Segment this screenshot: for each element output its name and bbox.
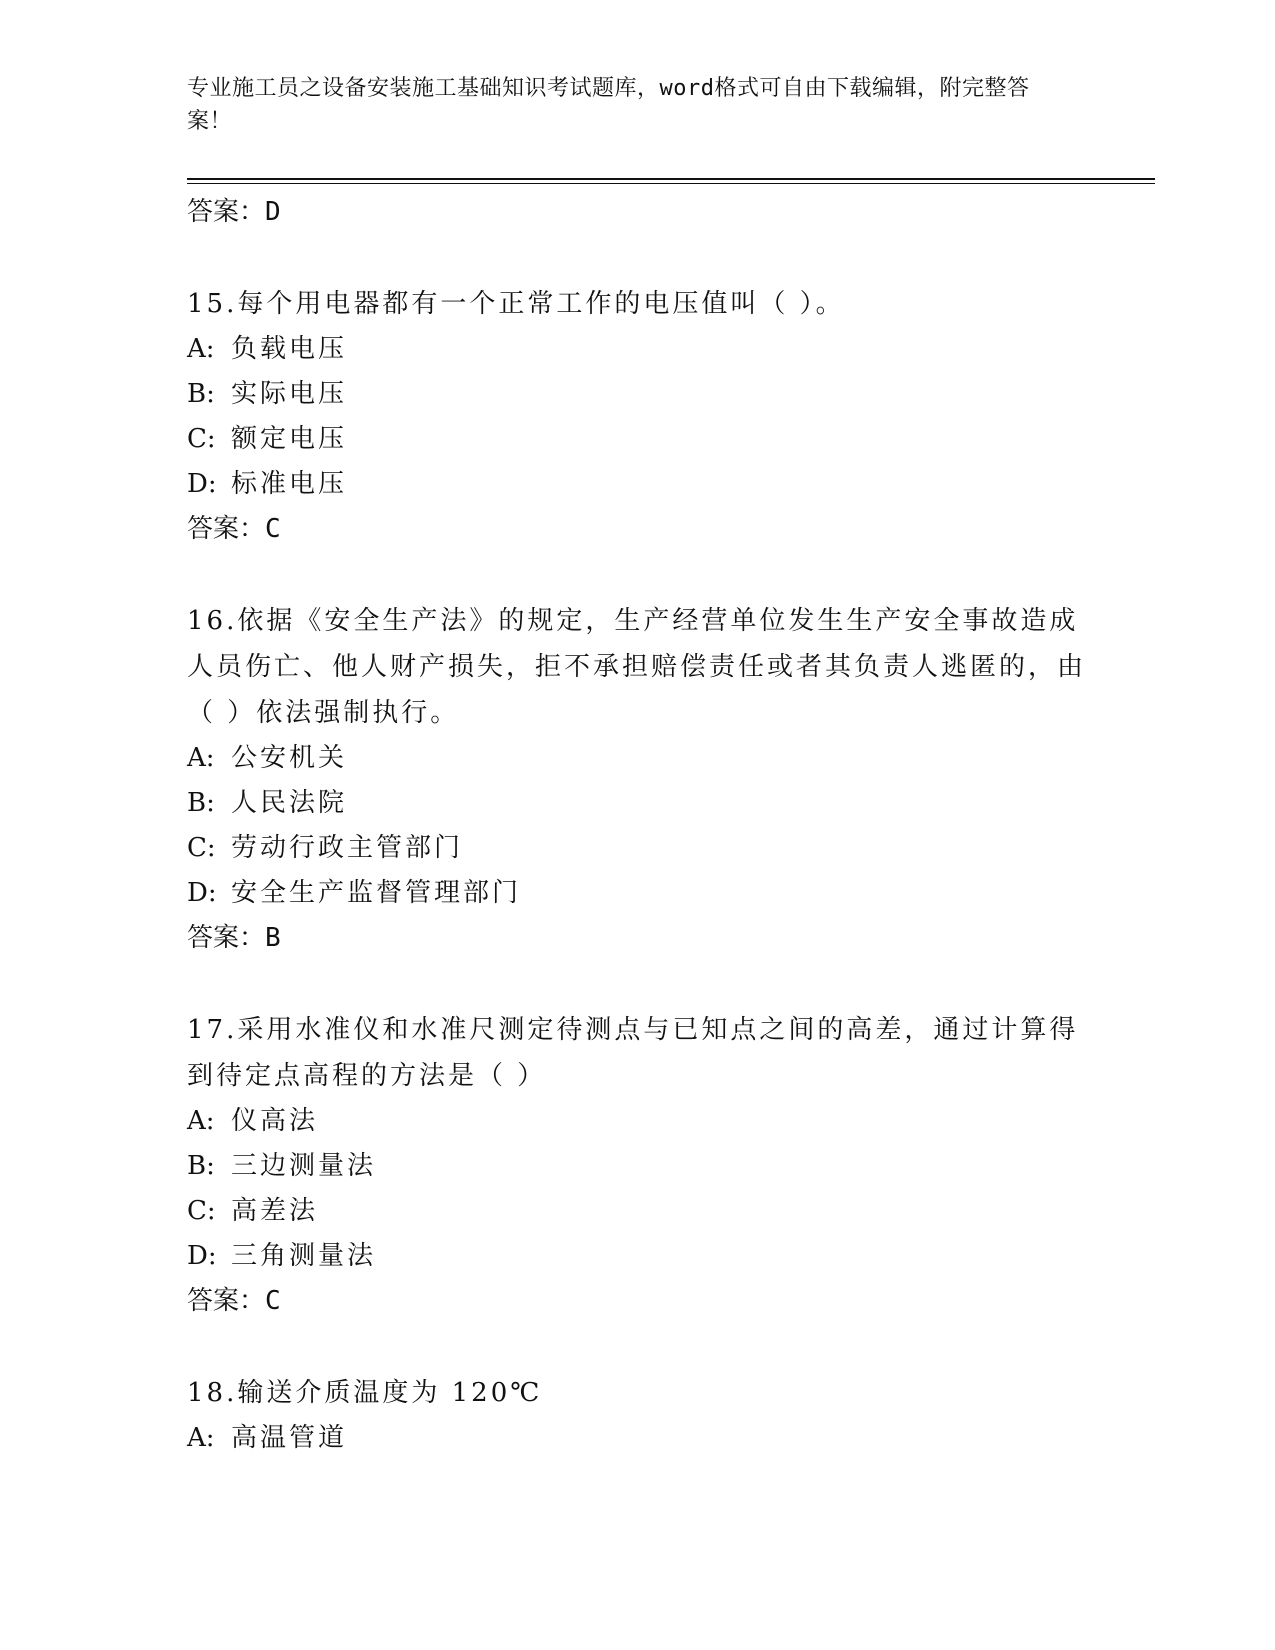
answer-label: 答案： bbox=[187, 197, 266, 227]
question-text: 16.依据《安全生产法》的规定，生产经营单位发生生产安全事故造成人员伤亡、他人财产损失，拒不承担赔偿责任或者其负责人逃匿的，由（ ）依法强制执行。 bbox=[187, 606, 1087, 728]
option-c bbox=[187, 1189, 1087, 1234]
option-a bbox=[187, 1099, 1087, 1144]
option-b bbox=[187, 781, 1087, 826]
answer-label: 答案： bbox=[187, 1286, 266, 1316]
header-rule-thin bbox=[187, 183, 1155, 184]
option-text: 标准电压 bbox=[231, 469, 348, 499]
answer-line bbox=[187, 916, 1087, 961]
answer-value: B bbox=[265, 923, 281, 953]
answer-value: C bbox=[265, 514, 281, 544]
option-c bbox=[187, 417, 1087, 462]
option-label: A: bbox=[187, 743, 215, 773]
option-a bbox=[187, 736, 1087, 781]
answer-value: C bbox=[265, 1286, 281, 1316]
option-label: B: bbox=[187, 1151, 215, 1181]
option-label: A: bbox=[187, 334, 215, 364]
answer-label: 答案： bbox=[187, 514, 266, 544]
option-text: 额定电压 bbox=[231, 424, 348, 454]
question-15 bbox=[187, 281, 1087, 552]
option-label: C: bbox=[187, 833, 216, 863]
answer-label: 答案： bbox=[187, 923, 266, 953]
option-text: 安全生产监督管理部门 bbox=[231, 878, 522, 908]
question-text: 17.采用水准仪和水准尺测定待测点与已知点之间的高差，通过计算得到待定点高程的方法是（ ） bbox=[187, 1015, 1079, 1091]
option-label: D: bbox=[187, 1241, 217, 1271]
option-label: B: bbox=[187, 379, 215, 409]
question-17 bbox=[187, 1007, 1087, 1324]
question-18 bbox=[187, 1370, 1087, 1461]
option-label: D: bbox=[187, 469, 217, 499]
question-text: 18.输送介质温度为 120℃ bbox=[187, 1378, 543, 1408]
option-text: 公安机关 bbox=[231, 743, 348, 773]
option-d bbox=[187, 462, 1087, 507]
option-text: 仪高法 bbox=[231, 1106, 319, 1136]
option-text: 劳动行政主管部门 bbox=[231, 833, 464, 863]
option-b bbox=[187, 372, 1087, 417]
option-label: B: bbox=[187, 788, 215, 818]
answer-line bbox=[187, 507, 1087, 552]
option-a bbox=[187, 1416, 1087, 1461]
option-label: C: bbox=[187, 1196, 216, 1226]
option-text: 高差法 bbox=[231, 1196, 319, 1226]
answer-line bbox=[187, 1279, 1087, 1324]
option-label: D: bbox=[187, 878, 217, 908]
option-b bbox=[187, 1144, 1087, 1189]
option-text: 人民法院 bbox=[231, 788, 348, 818]
option-text: 三边测量法 bbox=[231, 1151, 377, 1181]
question-16 bbox=[187, 598, 1087, 961]
option-text: 负载电压 bbox=[231, 334, 348, 364]
option-label: A: bbox=[187, 1423, 215, 1453]
question-text: 15.每个用电器都有一个正常工作的电压值叫（ ）。 bbox=[187, 289, 845, 319]
option-d bbox=[187, 871, 1087, 916]
option-label: C: bbox=[187, 424, 216, 454]
option-text: 三角测量法 bbox=[231, 1241, 377, 1271]
answer-line bbox=[187, 190, 1087, 235]
document-header: 专业施工员之设备安装施工基础知识考试题库，word格式可自由下载编辑，附完整答案！ bbox=[187, 76, 1030, 134]
option-text: 高温管道 bbox=[231, 1423, 348, 1453]
answer-value: D bbox=[265, 197, 281, 227]
option-d bbox=[187, 1234, 1087, 1279]
option-a bbox=[187, 327, 1087, 372]
option-c bbox=[187, 826, 1087, 871]
question-list bbox=[187, 190, 1087, 1461]
option-label: A: bbox=[187, 1106, 215, 1136]
option-text: 实际电压 bbox=[231, 379, 348, 409]
header-rule-thick bbox=[187, 178, 1155, 180]
